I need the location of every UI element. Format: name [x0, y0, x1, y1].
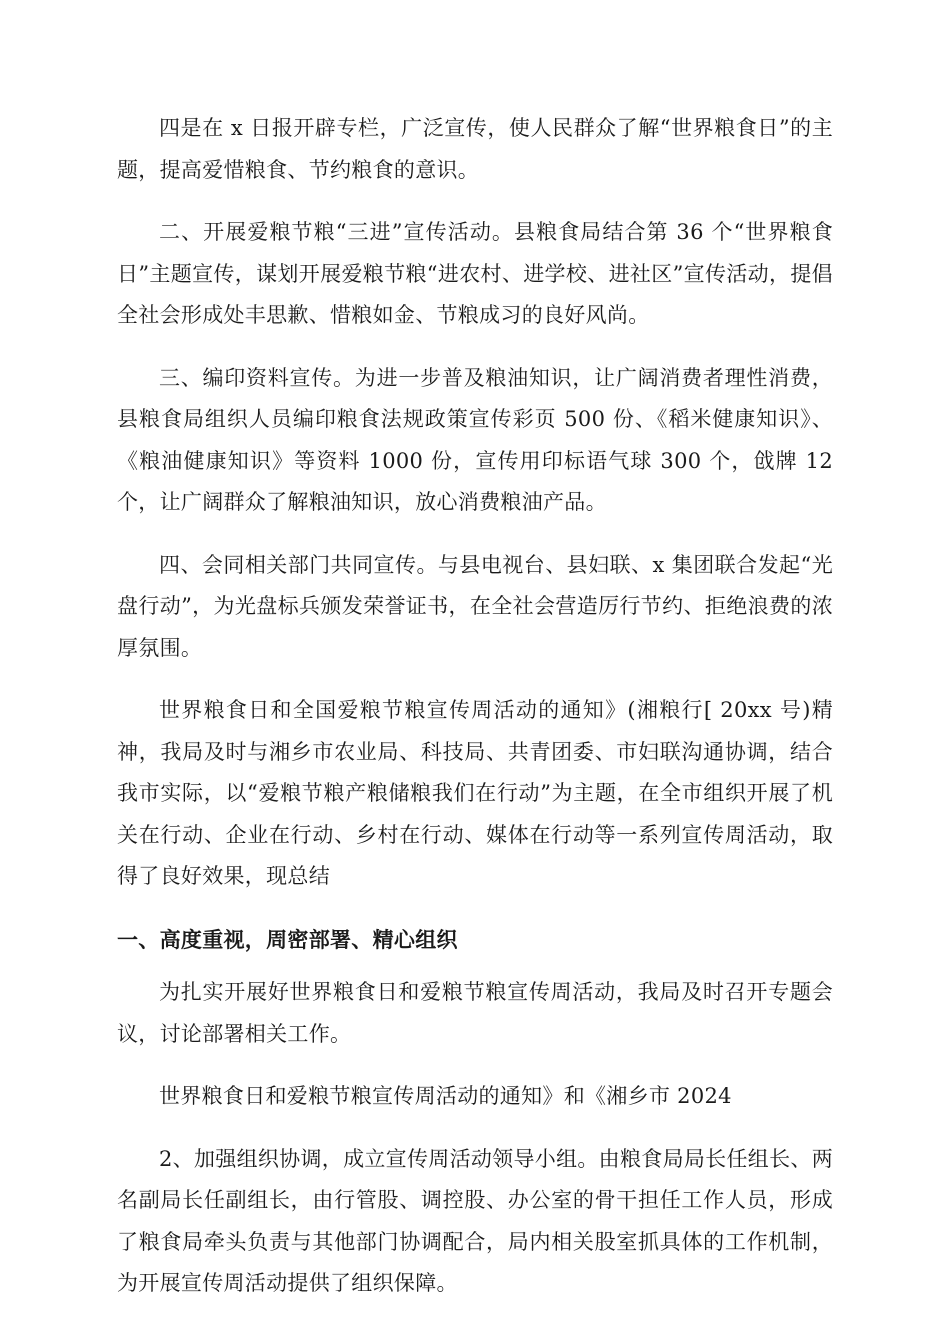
- document-page: [117, 108, 833, 1326]
- paragraph-three-entries-campaign: 二、开展爱粮节粮“三进”宣传活动。县粮食局结合第 36 个“世界粮食日”主题宣传，谋划开展爱粮节粮“进农村、进学校、进社区”宣传活动，提倡全社会形成处丰思歉、惜粮如金、节粮成习的良好风尚。: [117, 220, 833, 327]
- paragraph-joint-departments: 四、会同相关部门共同宣传。与县电视台、县妇联、x 集团联合发起“光盘行动”，为光盘标兵颁发荣誉证书，在全社会营造厉行节约、拒绝浪费的浓厚氛围。: [117, 552, 833, 660]
- paragraph-notice-fragment: 世界粮食日和爱粮节粮宣传周活动的通知》和《湘乡市 2024: [159, 1084, 732, 1108]
- paragraph-notice-summary: 世界粮食日和全国爱粮节粮宣传周活动的通知》(湘粮行[ 20xx 号)精神，我局及时与湘乡市农业局、科技局、共青团委、市妇联沟通协调，结合我市实际，以“爱粮节粮产粮储粮我们在行动”为主题，在全市组织开展了机关在行动、企业在行动、乡村在行动、媒体在行动等一系列宣传周活动，取得了良好效果，现总结: [117, 698, 833, 888]
- paragraph-leadership-group: 2、加强组织协调，成立宣传周活动领导小组。由粮食局局长任组长、两名副局长任副组长，由行管股、调控股、办公室的骨干担任工作人员，形成了粮食局牵头负责与其他部门协调配合，局内相关股室抓具体的工作机制，为开展宣传周活动提供了组织保障。: [117, 1146, 833, 1295]
- section-heading: 一、高度重视，周密部署、精心组织: [117, 926, 458, 952]
- paragraph-printed-materials: 三、编印资料宣传。为进一步普及粮油知识，让广阔消费者理性消费，县粮食局组织人员编印粮食法规政策宣传彩页 500 份、《稻米健康知识》、《粮油健康知识》等资料 1000 份，宣传用印标语气球 300 个，戗牌 12 个，让广阔群众了解粮油知识，放心消费粮油产品。: [117, 365, 833, 514]
- paragraph-special-meeting: 为扎实开展好世界粮食日和爱粮节粮宣传周活动，我局及时召开专题会议，讨论部署相关工作。: [117, 980, 833, 1046]
- paragraph-newspaper-column: 四是在 x 日报开辟专栏，广泛宣传，使人民群众了解“世界粮食日”的主题，提高爱惜粮食、节约粮食的意识。: [117, 116, 833, 182]
